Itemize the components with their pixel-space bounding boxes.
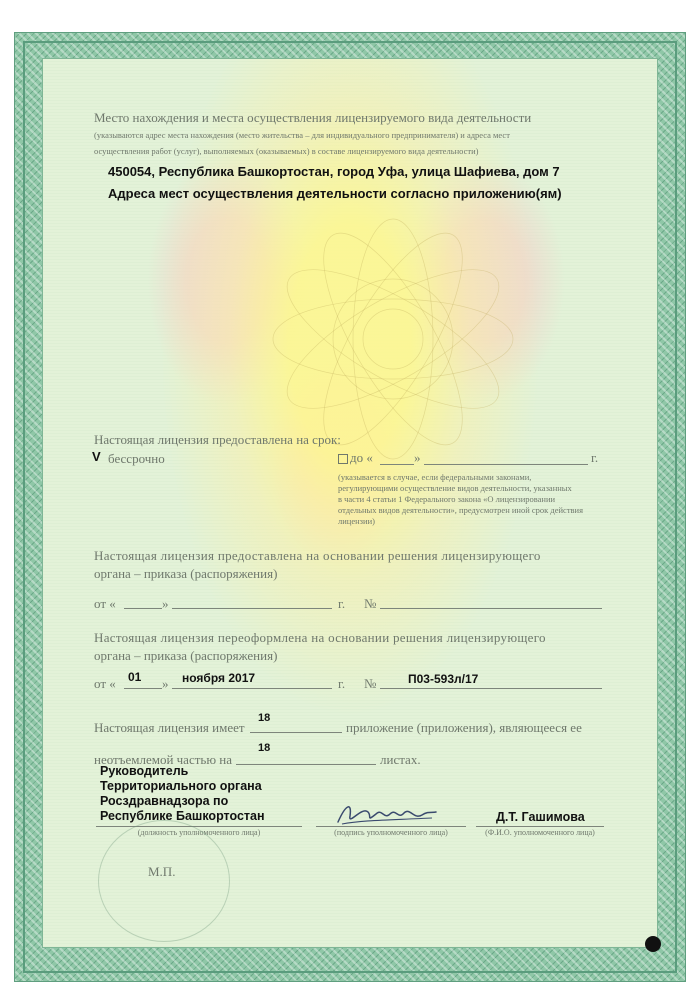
signature-caption: (подпись уполномоченного лица) — [334, 828, 448, 837]
attachments-count-line — [250, 732, 342, 733]
reissue-heading-line-1: Настоящая лицензия переоформлена на основании решения лицензирующего — [94, 630, 546, 645]
reissue-number: П03-593л/17 — [408, 672, 479, 686]
hole-punch-mark — [645, 936, 661, 952]
attachments-label-2: неотъемлемой частью на — [94, 752, 233, 767]
basis-from-label: от « — [94, 596, 116, 611]
basis-date-line — [172, 608, 332, 609]
term-day-line — [380, 464, 414, 465]
basis-heading-line-1: Настоящая лицензия предоставлена на основании решения лицензирующего — [94, 548, 541, 563]
unlimited-check-mark[interactable]: V — [92, 449, 101, 464]
position-line — [96, 826, 302, 827]
basis-quote-close: » — [162, 596, 169, 611]
reissue-from-label: от « — [94, 676, 116, 691]
stamp-label: М.П. — [148, 864, 176, 879]
reissue-day: 01 — [128, 670, 142, 684]
attachments-suffix-2: листах. — [380, 752, 421, 767]
position-line-1: Руководитель — [100, 764, 189, 778]
position-line-2: Территориального органа — [100, 779, 262, 793]
term-date-line — [424, 464, 588, 465]
term-until-checkbox[interactable] — [338, 454, 348, 464]
term-note-line-4: отдельных видов деятельности», предусмотрен иной срок действия — [338, 505, 584, 515]
attachments-count: 18 — [258, 712, 271, 724]
basis-heading-line-2: органа – приказа (распоряжения) — [94, 566, 278, 581]
term-note-line-2: регулирующими осуществление видов деятельности, указанных — [338, 483, 572, 493]
address-text: 450054, Республика Башкортостан, город Уфа, улица Шафиева, дом 7 — [108, 164, 560, 179]
reissue-day-line — [124, 688, 162, 689]
attachments-sheets-line — [236, 764, 376, 765]
term-note-line-5: лицензии) — [338, 516, 375, 526]
reissue-number-line — [380, 688, 602, 689]
reissue-date-line — [172, 688, 332, 689]
signature-line — [316, 826, 466, 827]
attachments-label-1: Настоящая лицензия имеет — [94, 720, 245, 735]
unlimited-label: бессрочно — [108, 451, 165, 466]
location-heading: Место нахождения и места осуществления лицензируемого вида деятельности — [94, 110, 532, 125]
term-until-label: до « — [350, 450, 373, 465]
position-caption: (должность уполномоченного лица) — [137, 828, 261, 837]
reissue-quote-close: » — [162, 676, 169, 691]
reissue-month-year: ноября 2017 — [182, 671, 256, 685]
name-line — [476, 826, 604, 827]
signatory-name: Д.Т. Гашимова — [496, 810, 585, 824]
position-line-4: Республике Башкортостан — [100, 809, 265, 823]
reissue-year-suffix: г. — [338, 676, 346, 691]
position-line-3: Росздравнадзора по — [100, 794, 229, 808]
activity-places-text: Адреса мест осуществления деятельности согласно приложению(ям) — [108, 186, 562, 201]
term-note-line-1: (указывается в случае, если федеральными законами, — [338, 472, 532, 482]
basis-year-suffix: г. — [338, 596, 346, 611]
location-note-line-1: (указываются адрес места нахождения (место жительства – для индивидуального предпринимателя) и адреса мест — [94, 130, 510, 140]
seal-area — [98, 820, 230, 942]
reissue-heading-line-2: органа – приказа (распоряжения) — [94, 648, 278, 663]
term-heading: Настоящая лицензия предоставлена на срок: — [94, 432, 341, 447]
basis-number-line — [380, 608, 602, 609]
term-note-line-3: в части 4 статьи 1 Федерального закона «О лицензировании — [338, 494, 556, 504]
basis-day-line — [124, 608, 162, 609]
attachments-suffix-1: приложение (приложения), являющееся ее — [346, 720, 582, 735]
reissue-number-label: № — [364, 676, 377, 691]
attachments-sheets: 18 — [258, 742, 271, 754]
location-note-line-2: осуществления работ (услуг), выполняемых (оказываемых) в составе лицензируемого вида деятельности) — [94, 146, 479, 156]
term-quote-close: » — [414, 450, 421, 465]
term-year-suffix: г. — [591, 450, 599, 465]
basis-number-label: № — [364, 596, 377, 611]
name-caption: (Ф.И.О. уполномоченного лица) — [485, 828, 595, 837]
